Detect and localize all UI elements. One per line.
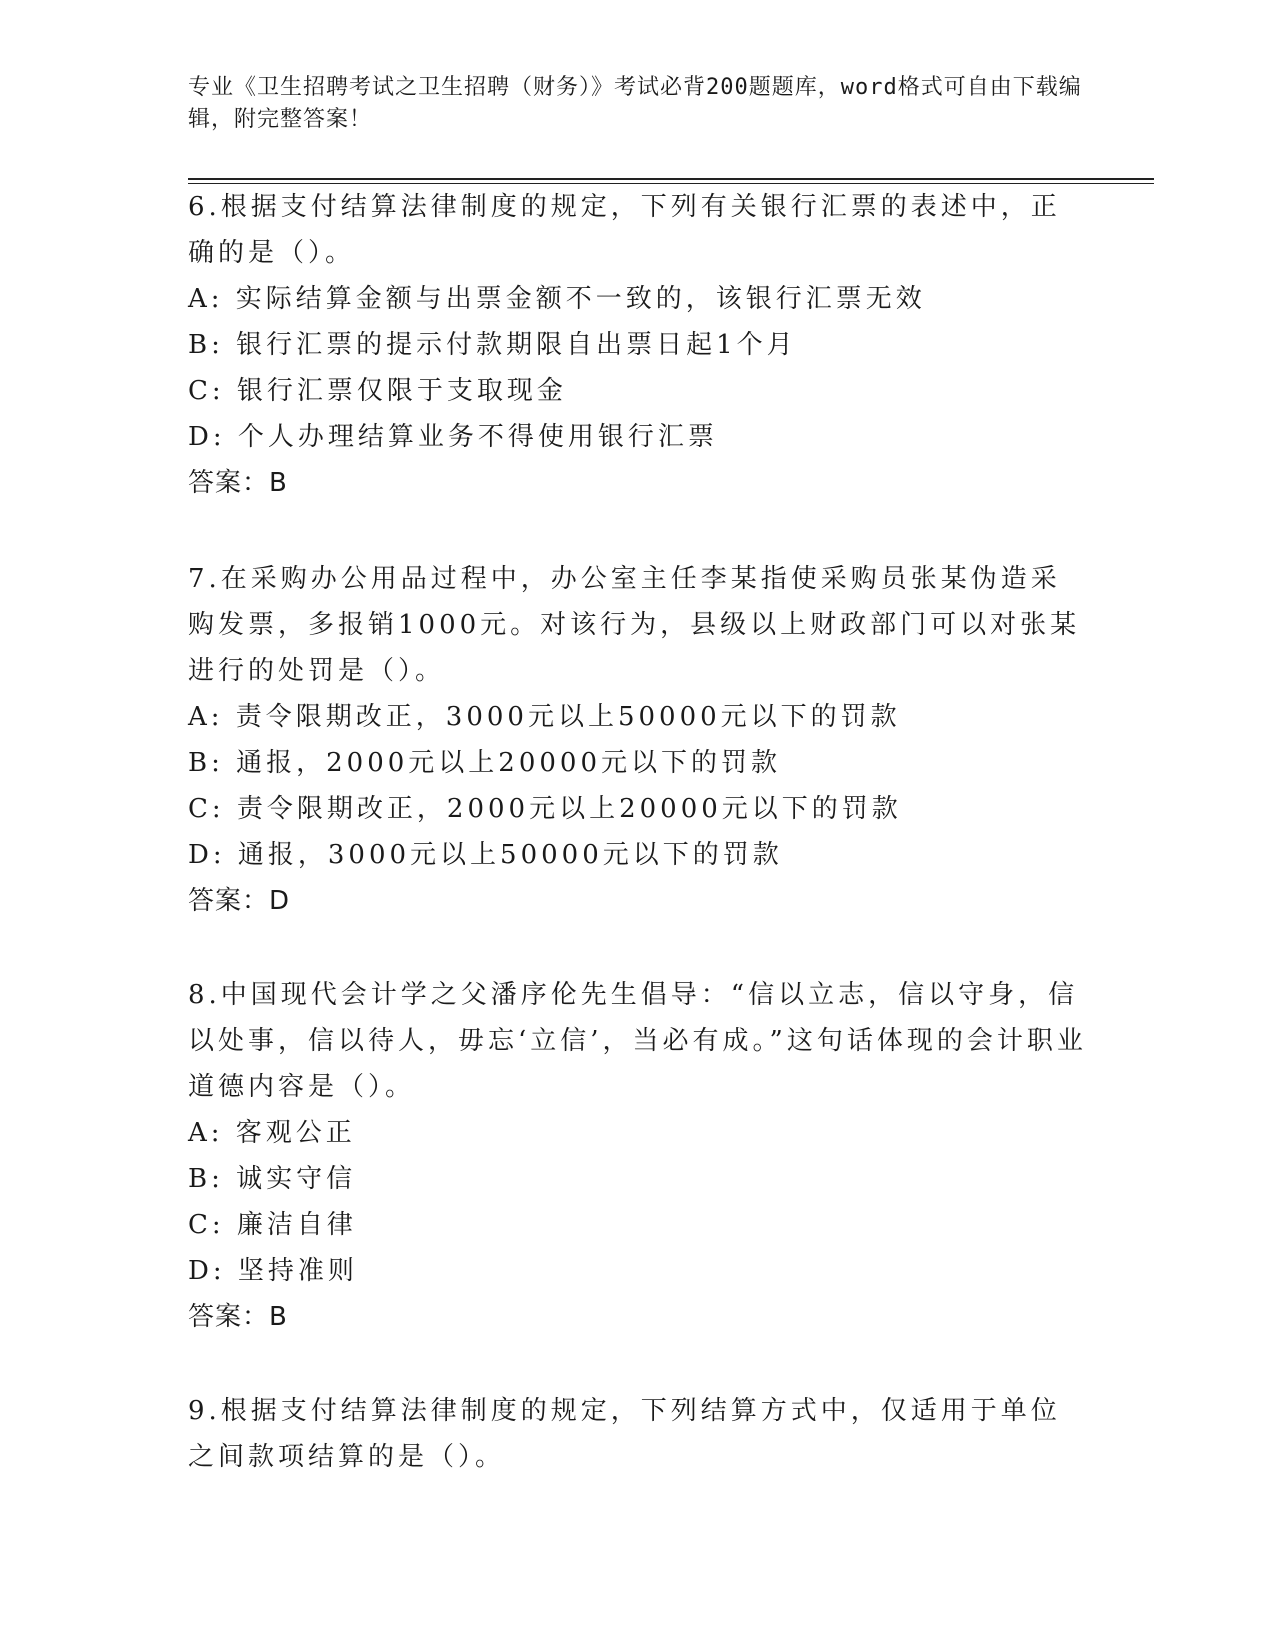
question-stem: 6.根据支付结算法律制度的规定，下列有关银行汇票的表述中，正确的是（）。 <box>188 192 1061 268</box>
option-c: C: 责令限期改正，2000元以上20000元以下的罚款 <box>188 794 902 824</box>
question-9 <box>188 1388 1088 1480</box>
option-d: D: 个人办理结算业务不得使用银行汇票 <box>188 422 718 452</box>
option-a: A: 客观公正 <box>188 1118 356 1148</box>
option-d: D: 坚持准则 <box>188 1256 358 1286</box>
question-7 <box>188 556 1088 924</box>
option-c: C: 廉洁自律 <box>188 1210 357 1240</box>
option-a: A: 责令限期改正，3000元以上50000元以下的罚款 <box>188 702 901 732</box>
answer-label: 答案：B <box>188 1302 288 1332</box>
option-b: B: 诚实守信 <box>188 1164 357 1194</box>
option-b: B: 通报，2000元以上20000元以下的罚款 <box>188 748 782 778</box>
question-6 <box>188 184 1088 506</box>
header-intro-text: 专业《卫生招聘考试之卫生招聘（财务）》考试必背200题题库，word格式可自由下载编辑，附完整答案！ <box>188 75 1082 132</box>
answer-label: 答案：B <box>188 468 288 498</box>
option-b: B: 银行汇票的提示付款期限自出票日起1个月 <box>188 330 797 360</box>
option-d: D: 通报，3000元以上50000元以下的罚款 <box>188 840 783 870</box>
question-8 <box>188 972 1088 1340</box>
question-stem: 8.中国现代会计学之父潘序伦先生倡导：“信以立志，信以守身，信以处事，信以待人，毋忘‘立信’，当必有成。”这句话体现的会计职业道德内容是（）。 <box>188 980 1087 1102</box>
question-stem: 9.根据支付结算法律制度的规定，下列结算方式中，仅适用于单位之间款项结算的是（）。 <box>188 1396 1061 1472</box>
header-divider-thick <box>188 178 1154 180</box>
option-c: C: 银行汇票仅限于支取现金 <box>188 376 567 406</box>
option-a: A: 实际结算金额与出票金额不一致的，该银行汇票无效 <box>188 284 926 314</box>
answer-label: 答案：D <box>188 886 291 916</box>
question-stem: 7.在采购办公用品过程中，办公室主任李某指使采购员张某伪造采购发票，多报销1000元。对该行为，县级以上财政部门可以对张某进行的处罚是（）。 <box>188 564 1081 686</box>
document-header <box>188 72 1088 136</box>
